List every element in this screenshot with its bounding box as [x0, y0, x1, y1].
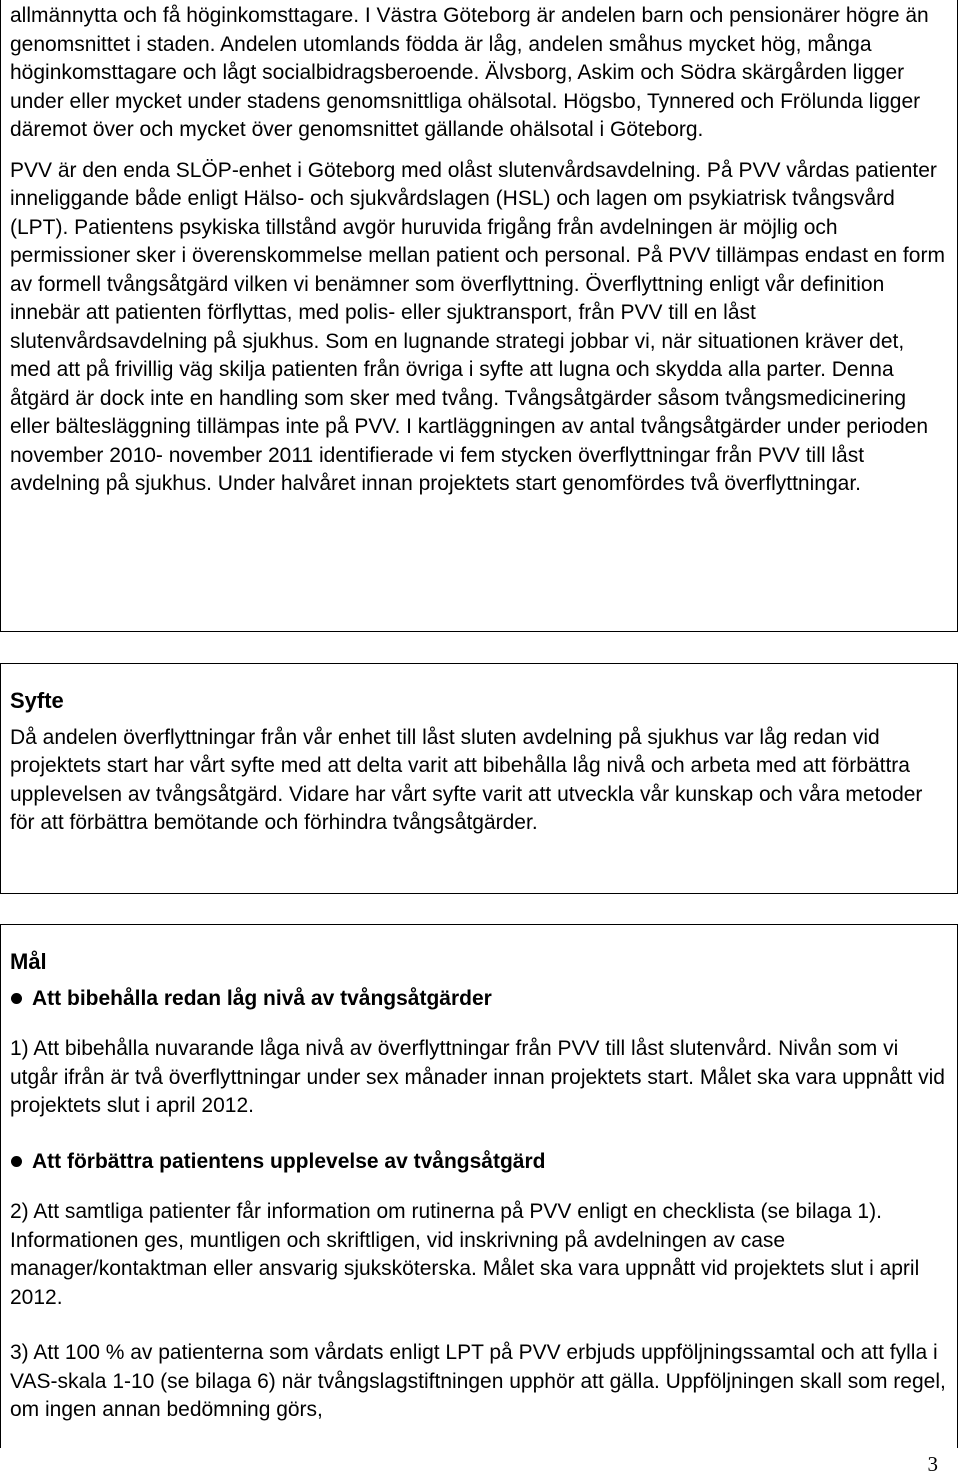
syfte-text: Då andelen överflyttningar från vår enhet till låst sluten avdelning på sjukhus var låg redan vid projektets start har vårt syfte med att delta varit att bibehålla låg nivå och arbeta med att förbättra upplevelsen av tvångsåtgärd. Vidare har vårt syfte varit att utveckla vår kunskap och våra metoder för att förbättra bemötande och förhindra tvångsåtgärder. — [10, 725, 923, 834]
background-paragraph-2: PVV är den enda SLÖP-enhet i Göteborg med olåst slutenvårdsavdelning. På PVV vårdas patienter inneliggande både enligt Hälso- och sjukvårdslagen (HSL) och lagen om psykiatrisk tvångsvård (LPT). Patientens psykiska tillstånd avgör huruvida frigång från avdelningen är möjlig och permissioner sker i överenskommelse mellan patient och personal. På PVV tillämpas endast en form av formell tvångsåtgärd vilken vi benämner som överflyttning. Överflyttning enligt vår definition innebär att patienten förflyttas, med polis- eller sjuktransport, från PVV till en låst slutenvårdsavdelning på sjukhus. Som en lugnande strategi jobbar vi, när situationen kräver det, med att på frivillig väg skilja patienten från övriga i syfte att lugna och skydda alla parter. Denna åtgärd är dock inte en handling som sker med tvång. Tvångsåtgärder såsom tvångsmedicinering eller bältesläggning tillämpas inte på PVV. I kartläggningen av antal tvångsåtgärder under perioden november 2010- november 2011 identifierade vi fem stycken överflyttningar från PVV till låst avdelning på sjukhus. Under halvåret innan projektets start genomfördes två överflyttningar. — [10, 158, 945, 495]
mal-heading: Mål — [10, 949, 47, 974]
bullet-icon — [11, 1156, 22, 1167]
goal-1-text: 1) Att bibehålla nuvarande låga nivå av överflyttningar från PVV till låst slutenvård. Nivån som vi utgår ifrån är två överflyttningar under sex månader innan projektets start. Målet ska vara uppnått vid projektets slut i april 2012. — [10, 1037, 945, 1117]
goal-heading-1 — [10, 985, 948, 1014]
mal-section-box — [0, 924, 958, 1448]
goal-3-text: 3) Att 100 % av patienterna som vårdats enligt LPT på PVV erbjuds uppföljningssamtal och att fylla i VAS-skala 1-10 (se bilaga 6) när tvångslagstiftningen upphör att gälla. Uppföljningen skall som regel, om ingen annan bedömning görs, — [10, 1341, 946, 1421]
syfte-heading: Syfte — [10, 688, 64, 713]
background-section-box — [0, 0, 958, 632]
syfte-section-box — [0, 663, 958, 894]
page-number: 3 — [927, 1452, 938, 1476]
background-paragraph-1: allmännytta och få höginkomsttagare. I Västra Göteborg är andelen barn och pensionärer högre än genomsnittet i staden. Andelen utomlands födda är låg, andelen småhus mycket hög, många höginkomsttagare och lågt socialbidragsberoende. Älvsborg, Askim och Södra skärgården ligger under eller mycket under stadens genomsnittliga ohälsotal. Högsbo, Tynnered och Frölunda ligger däremot över och mycket över genomsnittet gällande ohälsotal i Göteborg. — [10, 4, 929, 141]
goal-heading-2-label: Att förbättra patientens upplevelse av tvångsåtgärd — [32, 1149, 546, 1173]
goal-heading-1-label: Att bibehålla redan låg nivå av tvångsåtgärder — [32, 986, 492, 1010]
goal-heading-2 — [10, 1148, 948, 1177]
goal-2-text: 2) Att samtliga patienter får information om rutinerna på PVV enligt en checklista (se bilaga 1). Informationen ges, muntligen och skriftligen, vid inskrivning på avdelningen av case manager/kontaktman eller ansvarig sjuksköterska. Målet ska vara uppnått vid projektets slut i april 2012. — [10, 1200, 920, 1309]
bullet-icon — [11, 993, 22, 1004]
